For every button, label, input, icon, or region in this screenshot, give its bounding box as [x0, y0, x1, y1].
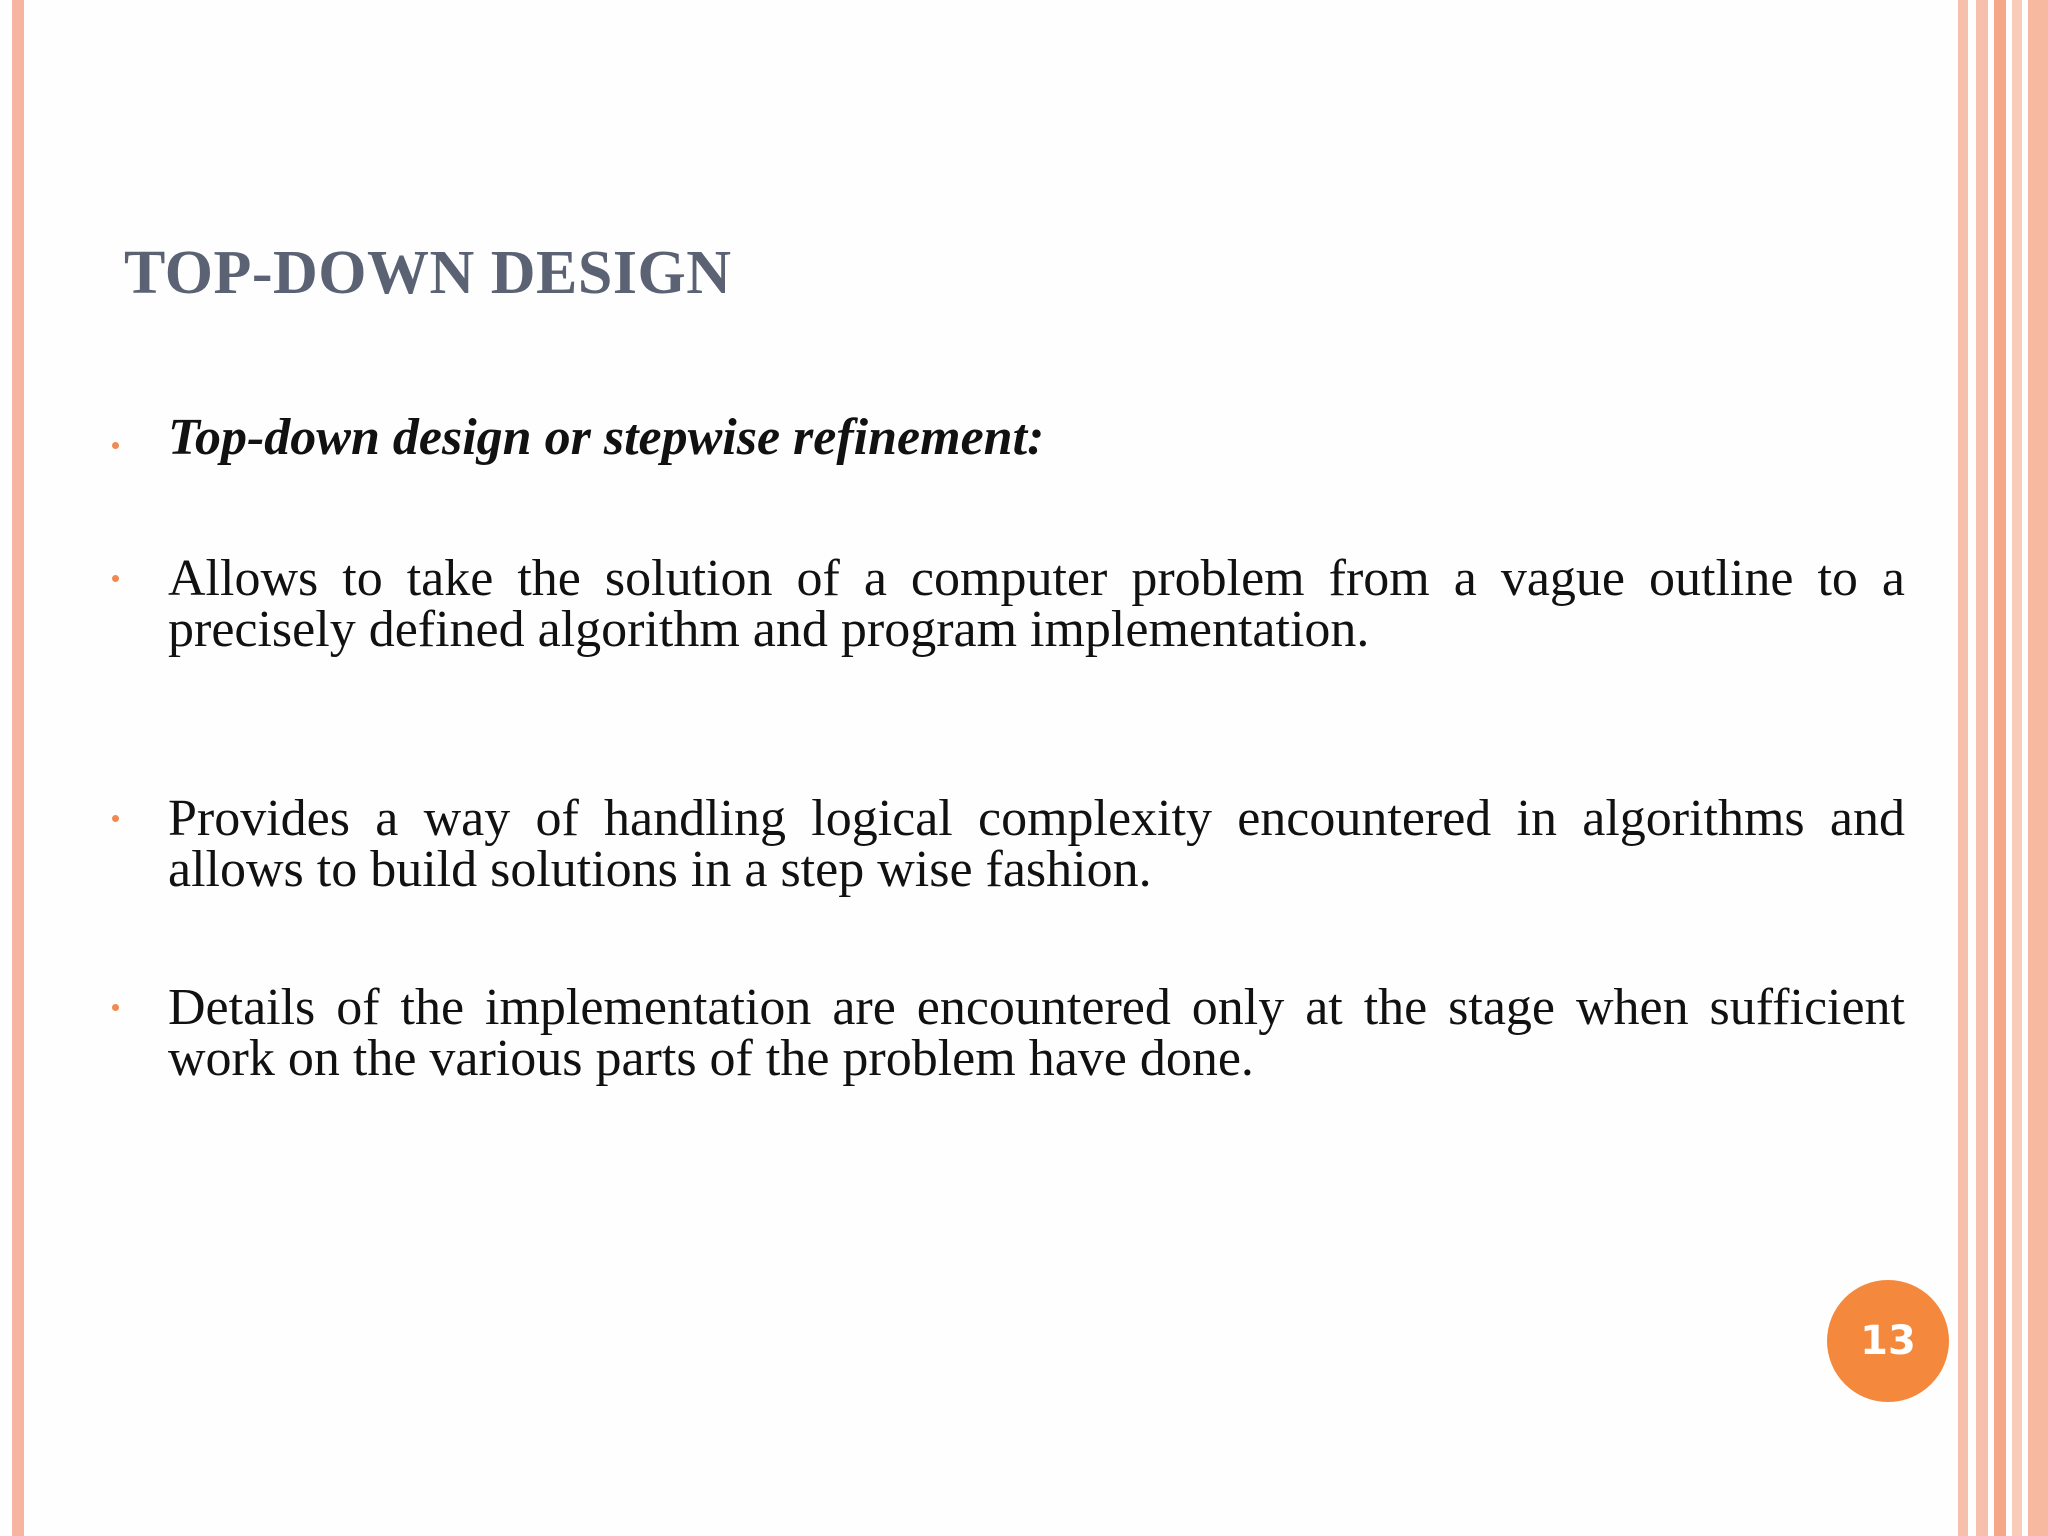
bullet-text: Details of the implementation are encountered only at the stage when sufficient work on the various parts of the problem have done.	[168, 979, 1905, 1087]
right-frame-stripe	[1994, 0, 2006, 1536]
bullet-text: Allows to take the solution of a computer problem from a vague outline to a precisely defined algorithm and program implementation.	[168, 550, 1905, 658]
bullet-dot-icon	[112, 1004, 119, 1011]
bullet-dot-icon	[112, 442, 119, 449]
bullet-dot-icon	[112, 575, 119, 582]
right-frame-stripe	[2012, 0, 2022, 1536]
right-frame-stripe	[2028, 0, 2048, 1536]
bullet-dot-icon	[112, 815, 119, 822]
bullet-text: Top-down design or stepwise refinement:	[168, 409, 1045, 466]
right-frame-stripe	[1976, 0, 1988, 1536]
slide-title: TOP-DOWN DESIGN	[124, 239, 732, 307]
left-frame-stripe	[12, 0, 24, 1536]
bullet-text: Provides a way of handling logical complexity encountered in algorithms and allows to build solutions in a step wise fashion.	[168, 790, 1905, 898]
right-frame-stripe	[1958, 0, 1968, 1536]
slide-number-badge: 13	[1827, 1280, 1949, 1402]
